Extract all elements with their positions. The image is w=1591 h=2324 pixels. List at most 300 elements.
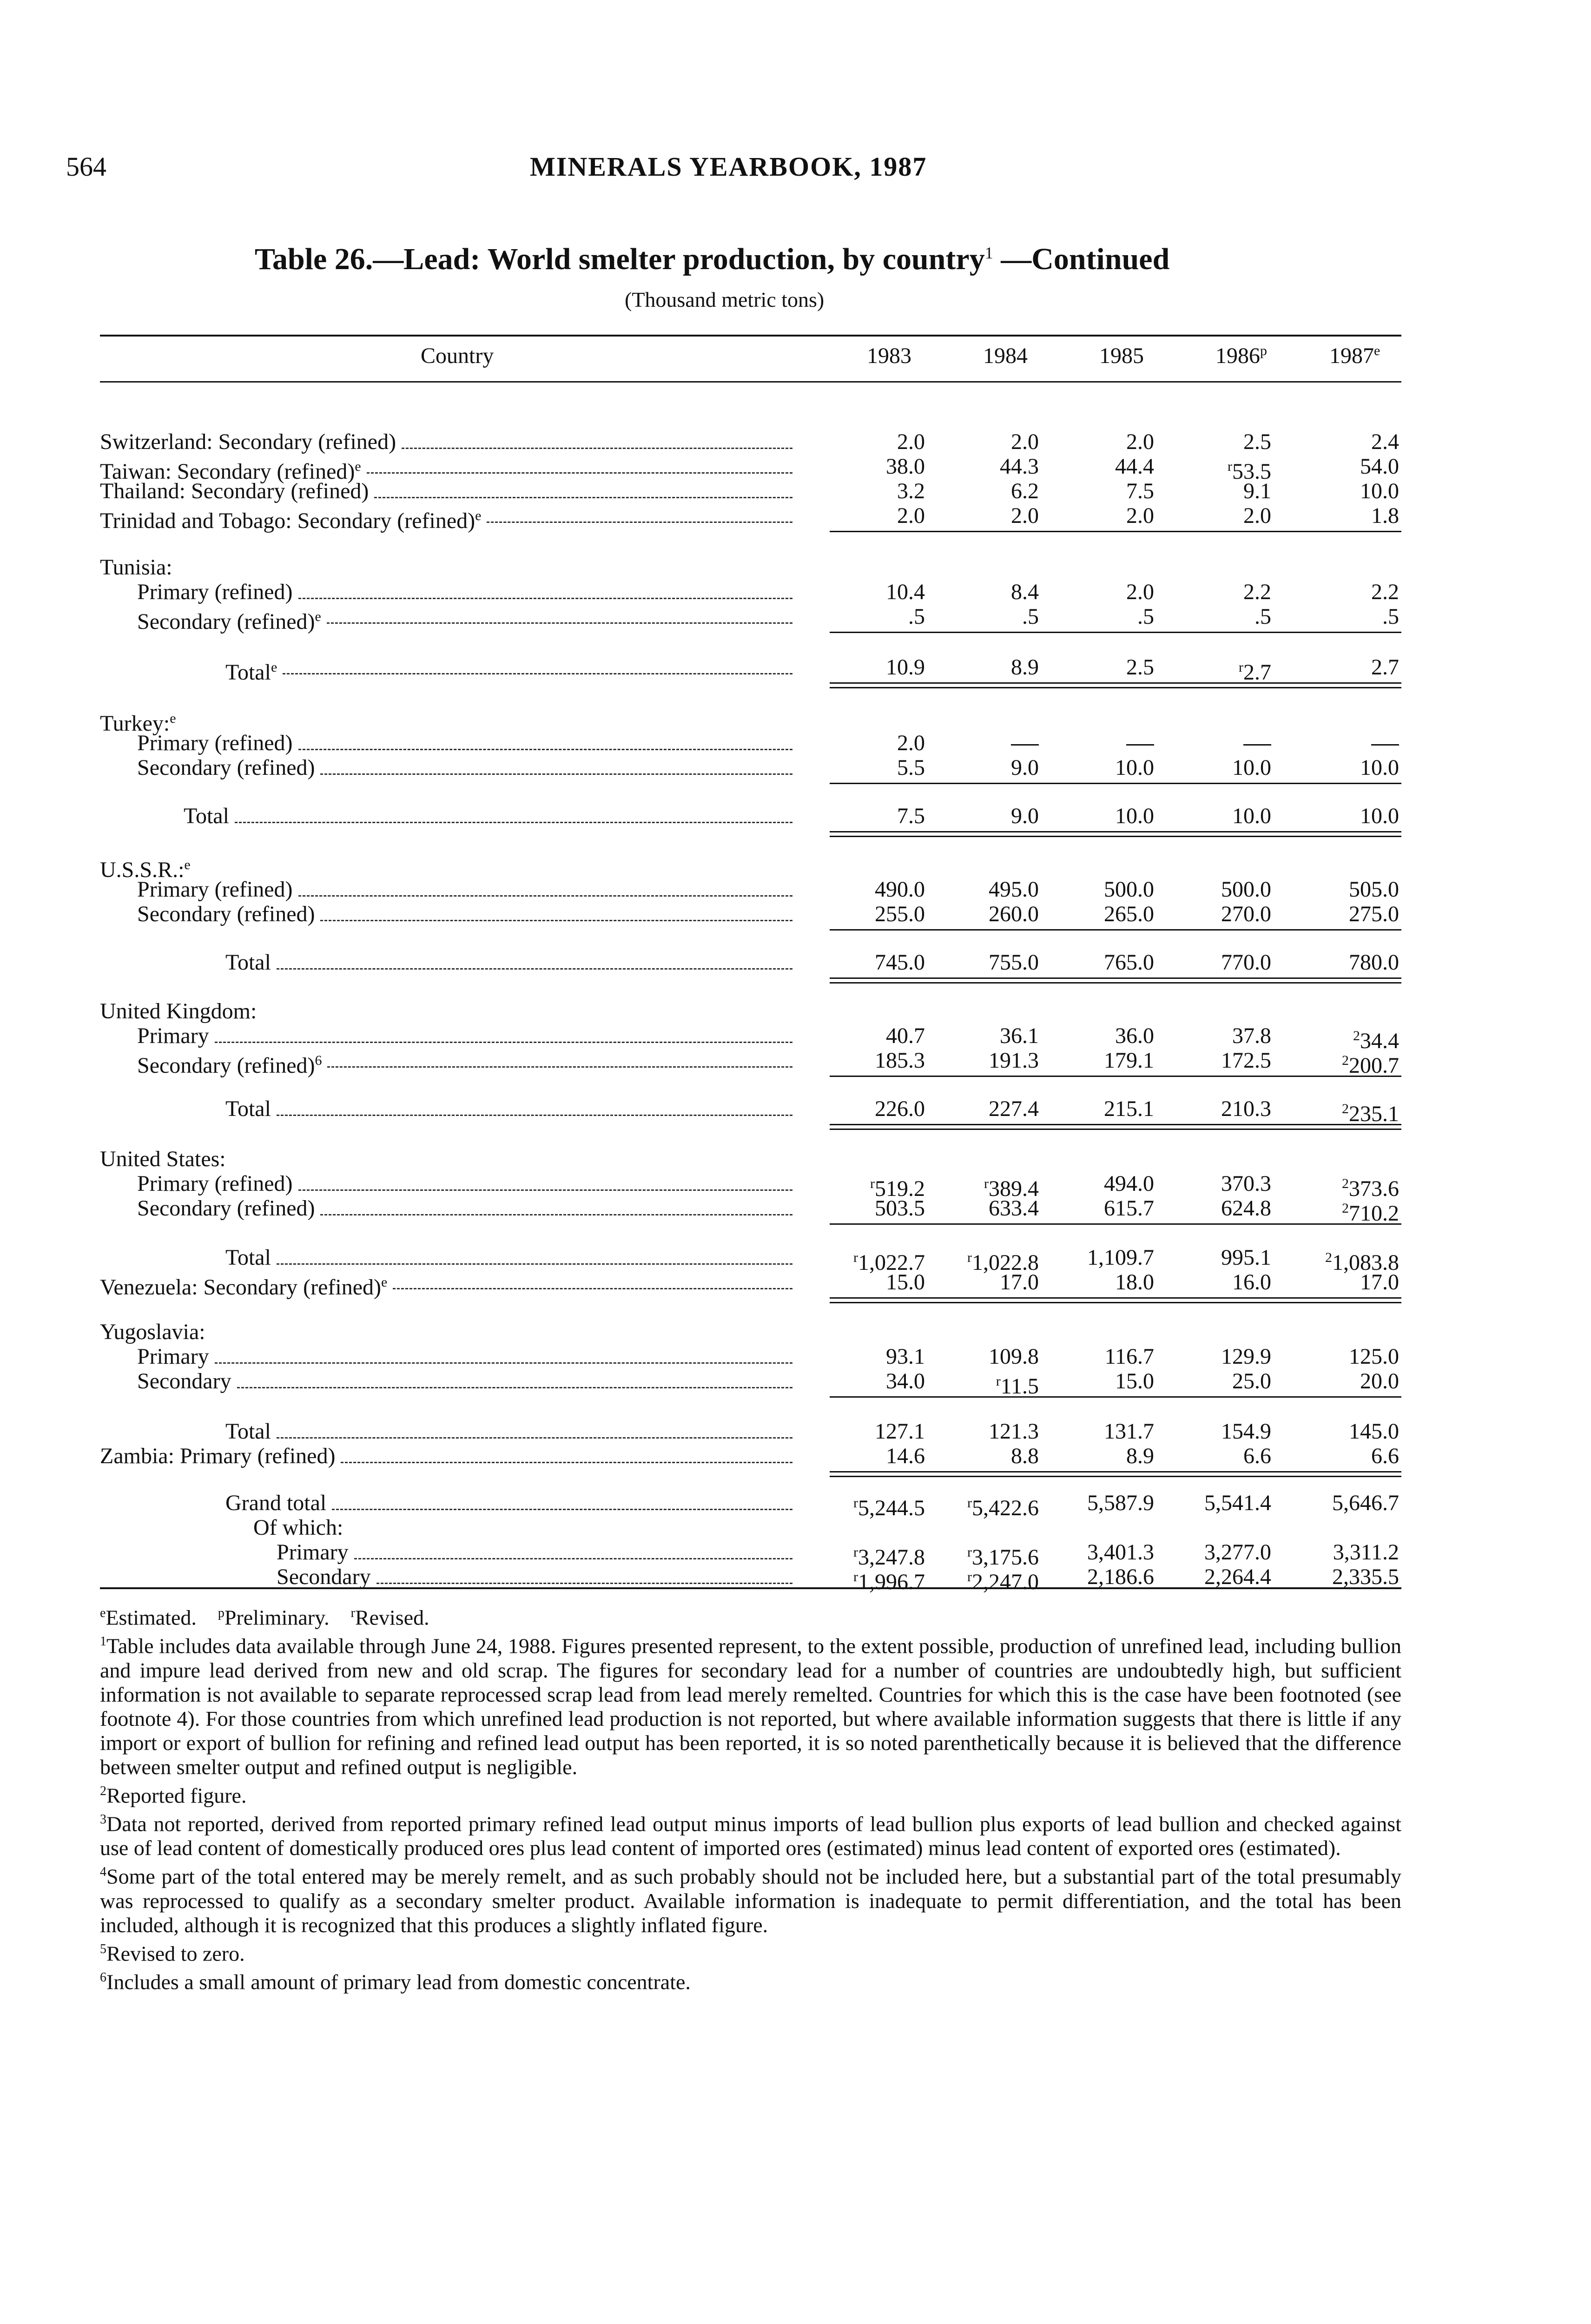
cell-value: 275.0 <box>1349 902 1399 926</box>
cell-footnote: 2 <box>1342 1176 1349 1191</box>
table-row <box>100 902 1401 926</box>
leader-dots <box>320 896 792 921</box>
cell-footnote: r <box>870 1176 875 1191</box>
cell-footnote: r <box>967 1250 972 1265</box>
row-label: Total <box>225 950 271 975</box>
row-label: Total <box>225 1245 271 1270</box>
cell-value: 2.0 <box>1011 503 1039 528</box>
cell-value: $^r$1,996.7 <box>853 1569 925 1594</box>
cell-value: 34.0 <box>886 1369 925 1393</box>
row-label: Primary <box>277 1540 349 1565</box>
row-label: Venezuela: Secondary (refined)$^e$ <box>100 1274 388 1300</box>
row-label: Primary <box>137 1344 209 1369</box>
cell-value: 2,186.6 <box>1087 1565 1154 1589</box>
leader-dots <box>393 1264 792 1289</box>
cell-value: 37.8 <box>1232 1023 1271 1048</box>
header-1987-sup: e <box>1374 343 1380 358</box>
cell-value: 2,264.4 <box>1204 1565 1271 1589</box>
cell-value: 500.0 <box>1221 877 1271 902</box>
footnote-4 <box>100 1860 1401 1937</box>
row-label: Trinidad and Tobago: Secondary (refined)$^e$ <box>100 508 482 533</box>
footnote-5-text: Revised to zero. <box>106 1941 245 1965</box>
table-row <box>100 756 1401 780</box>
row-label-footnote: e <box>271 660 277 675</box>
table-row <box>100 1048 1401 1078</box>
cell-footnote: 2 <box>1342 1101 1349 1116</box>
cell-value: 36.0 <box>1115 1023 1154 1048</box>
nil-dash <box>1011 744 1039 746</box>
row-label: Grand total <box>225 1491 327 1515</box>
row-label: Thailand: Secondary (refined) <box>100 479 369 503</box>
cell-value: $^r$389.4 <box>984 1176 1039 1201</box>
cell-value: 8.4 <box>1011 580 1039 604</box>
row-label: United States: <box>100 1147 226 1171</box>
subtotal-rule <box>830 783 1401 784</box>
cell-value <box>1061 731 1154 755</box>
table-title-suffix: —Continued <box>993 242 1170 276</box>
cell-value: 2.0 <box>1011 429 1039 454</box>
subtotal-rule <box>830 982 1401 984</box>
footnote-6-mark: 6 <box>100 1970 106 1985</box>
cell-value: 125.0 <box>1349 1344 1399 1369</box>
subtotal-rule <box>830 1076 1401 1077</box>
leader-dots <box>298 725 792 750</box>
cell-value: $^2$200.7 <box>1342 1053 1399 1078</box>
footnote-legend <box>100 1601 1401 1630</box>
cell-value: 20.0 <box>1360 1369 1399 1393</box>
cell-value: 116.7 <box>1104 1344 1154 1369</box>
running-head: MINERALS YEARBOOK, 1987 <box>530 152 927 182</box>
cell-footnote: r <box>967 1569 972 1585</box>
footnote-2-text: Reported figure. <box>106 1783 247 1807</box>
subtotal-rule <box>830 1129 1401 1130</box>
cell-value: 370.3 <box>1221 1171 1271 1196</box>
cell-value: 154.9 <box>1221 1419 1271 1444</box>
leader-dots <box>283 649 792 674</box>
cell-value: 1.8 <box>1371 503 1399 528</box>
cell-value: 14.6 <box>886 1444 925 1468</box>
cell-value: 7.5 <box>1126 479 1154 503</box>
cell-value: 172.5 <box>1221 1048 1271 1073</box>
cell-value: 16.0 <box>1232 1270 1271 1294</box>
footnote-3-mark: 3 <box>100 1812 106 1827</box>
cell-value: $^r$3,247.8 <box>853 1545 925 1570</box>
row-label: Of which: <box>253 1515 343 1540</box>
cell-value: .5 <box>1022 604 1039 629</box>
cell-value: 255.0 <box>875 902 925 926</box>
leader-dots <box>332 1485 792 1510</box>
cell-value: 210.3 <box>1221 1096 1271 1121</box>
cell-value: $^r$2.7 <box>1239 660 1271 685</box>
leader-dots <box>277 1413 792 1439</box>
row-label: Taiwan: Secondary (refined)$^e$ <box>100 459 361 484</box>
footnote-6 <box>100 1966 1401 1994</box>
cell-value: 5,541.4 <box>1204 1491 1271 1515</box>
leader-dots <box>277 1090 792 1116</box>
leader-dots <box>277 944 792 970</box>
cell-value: .5 <box>1254 604 1271 629</box>
row-label: Switzerland: Secondary (refined) <box>100 429 396 454</box>
subtotal-rule <box>830 682 1401 684</box>
cell-value: 9.0 <box>1011 804 1039 828</box>
cell-value: 18.0 <box>1115 1270 1154 1294</box>
cell-value: 260.0 <box>989 902 1039 926</box>
subtotal-rule <box>830 977 1401 979</box>
cell-value: 3,401.3 <box>1087 1540 1154 1565</box>
table-row <box>100 655 1401 685</box>
header-1983: 1983 <box>867 343 911 368</box>
cell-value: 615.7 <box>1104 1196 1154 1221</box>
row-label: Secondary <box>137 1369 231 1393</box>
leader-dots <box>320 749 792 775</box>
subtotal-rule <box>830 1297 1401 1299</box>
table-row <box>100 1491 1401 1520</box>
cell-value: 10.0 <box>1360 755 1399 780</box>
cell-value: 38.0 <box>886 454 925 479</box>
cell-value: 780.0 <box>1349 950 1399 975</box>
row-label: Yugoslavia: <box>100 1320 205 1344</box>
leader-dots <box>341 1438 792 1463</box>
row-label-footnote: e <box>170 711 176 726</box>
row-label-footnote: e <box>475 508 482 523</box>
cell-value: $^r$53.5 <box>1228 459 1271 484</box>
legend-r-sup: r <box>350 1606 355 1620</box>
cell-value: $^r$1,022.8 <box>967 1250 1039 1275</box>
cell-value: 8.9 <box>1126 1444 1154 1468</box>
footnote-3 <box>100 1808 1401 1860</box>
leader-dots <box>215 1338 792 1364</box>
cell-value: 503.5 <box>875 1196 925 1221</box>
leader-dots <box>298 574 792 599</box>
cell-value: 145.0 <box>1349 1419 1399 1444</box>
row-label-footnote: e <box>184 857 191 872</box>
cell-footnote: 2 <box>1342 1053 1349 1068</box>
leader-dots <box>374 473 792 498</box>
cell-footnote: r <box>967 1495 972 1511</box>
nil-dash <box>1371 744 1399 746</box>
cell-value: 10.0 <box>1232 804 1271 828</box>
row-label: Tunisia: <box>100 555 172 580</box>
cell-value: 127.1 <box>875 1419 925 1444</box>
cell-value: 1,109.7 <box>1087 1245 1154 1270</box>
row-label: Secondary (refined) <box>137 755 315 780</box>
cell-value: 9.0 <box>1011 755 1039 780</box>
cell-value: 25.0 <box>1232 1369 1271 1393</box>
cell-footnote: r <box>1239 660 1243 675</box>
footnotes <box>100 1601 1401 1994</box>
row-label: Total <box>225 1096 271 1121</box>
footnote-1 <box>100 1630 1401 1779</box>
cell-value: .5 <box>908 604 925 629</box>
cell-value: 765.0 <box>1104 950 1154 975</box>
row-label: Secondary (refined) <box>137 1196 315 1221</box>
cell-value: $^2$1,083.8 <box>1325 1250 1399 1275</box>
cell-value <box>1178 731 1271 755</box>
subtotal-rule <box>830 1471 1401 1472</box>
cell-value: $^2$710.2 <box>1342 1201 1399 1226</box>
cell-value: 191.3 <box>989 1048 1039 1073</box>
footnote-3-text: Data not reported, derived from reported primary refined lead output minus imports of lead bullion plus exports of lead bullion and checked against use of lead content of domestically produced ores plus lead content of imported ores (estimated) minus lead content of exported ores (estimated). <box>100 1812 1401 1860</box>
cell-value: $^2$373.6 <box>1342 1176 1399 1201</box>
cell-footnote: r <box>853 1250 858 1265</box>
cell-footnote: 2 <box>1342 1201 1349 1216</box>
cell-value: 8.8 <box>1011 1444 1039 1468</box>
cell-value: 3,311.2 <box>1333 1540 1399 1565</box>
header-1984: 1984 <box>983 343 1028 368</box>
cell-value: 2.0 <box>1126 503 1154 528</box>
cell-value: 129.9 <box>1221 1344 1271 1369</box>
cell-value: 265.0 <box>1104 902 1154 926</box>
row-label: Primary (refined) <box>137 1171 293 1196</box>
cell-value: 44.3 <box>1000 454 1039 479</box>
cell-value: 2.4 <box>1371 429 1399 454</box>
cell-value: 770.0 <box>1221 950 1271 975</box>
leader-dots <box>376 1558 792 1584</box>
subtotal-rule <box>830 1476 1401 1477</box>
cell-value: 2.0 <box>1126 580 1154 604</box>
header-1986-year: 1986 <box>1215 343 1260 368</box>
cell-footnote: 2 <box>1325 1250 1332 1265</box>
leader-dots <box>215 1017 792 1043</box>
cell-value: 5,646.7 <box>1332 1491 1399 1515</box>
subtotal-rule <box>830 1124 1401 1125</box>
cell-value: 270.0 <box>1221 902 1271 926</box>
subtotal-rule <box>830 1223 1401 1225</box>
cell-value: 215.1 <box>1104 1096 1154 1121</box>
cell-value: 2.5 <box>1126 655 1154 680</box>
cell-value: 54.0 <box>1360 454 1399 479</box>
table-row <box>100 604 1401 634</box>
cell-value: .5 <box>1382 604 1399 629</box>
cell-footnote: r <box>1228 459 1232 474</box>
leader-dots <box>327 1042 792 1068</box>
legend-e-sup: e <box>100 1606 106 1620</box>
cell-value: $^2$235.1 <box>1342 1101 1399 1126</box>
header-1987-year: 1987 <box>1329 343 1374 368</box>
table-row <box>100 1565 1401 1594</box>
cell-value: 226.0 <box>875 1096 925 1121</box>
cell-value: 505.0 <box>1349 877 1399 902</box>
row-label-footnote: e <box>355 459 361 474</box>
row-label: Total <box>225 1419 271 1444</box>
table-bottom-rule <box>100 1587 1401 1589</box>
table-row <box>100 1196 1401 1226</box>
cell-value: 36.1 <box>1000 1023 1039 1048</box>
cell-value: 2.0 <box>897 429 925 454</box>
table-row <box>100 1096 1401 1126</box>
leader-dots <box>327 598 792 624</box>
cell-value: 17.0 <box>1000 1270 1039 1294</box>
table-row <box>100 951 1401 975</box>
cell-value: $^r$2,247.0 <box>967 1569 1039 1594</box>
cell-value: 44.4 <box>1115 454 1154 479</box>
row-label: Secondary (refined) <box>137 902 315 926</box>
cell-value: 5.5 <box>897 755 925 780</box>
cell-value: $^r$1,022.7 <box>853 1250 925 1275</box>
cell-value: 2.7 <box>1371 655 1399 680</box>
leader-dots <box>367 448 792 474</box>
cell-value: 6.6 <box>1243 1444 1271 1468</box>
cell-value: 6.6 <box>1371 1444 1399 1468</box>
footnote-4-text: Some part of the total entered may be merely remelt, and as such probably should not be included here, but a substantial part of the total presumably was reprocessed to qualify as a secondary smelter product. Available information is inadequate to permit differentiation, and the total has been included, although it is recognized that this produces a slightly inflated figure. <box>100 1864 1401 1937</box>
nil-dash <box>1243 744 1271 746</box>
cell-value: 6.2 <box>1011 479 1039 503</box>
table-title <box>255 242 1169 277</box>
header-1986 <box>1215 343 1267 369</box>
leader-dots <box>354 1534 792 1559</box>
table-title-text: Table 26.—Lead: World smelter production, by country <box>255 242 985 276</box>
cell-value: 9.1 <box>1243 479 1271 503</box>
cell-value: 227.4 <box>989 1096 1039 1121</box>
table-top-rule <box>100 335 1401 337</box>
cell-value: 745.0 <box>875 950 925 975</box>
cell-value: 179.1 <box>1104 1048 1154 1073</box>
footnote-6-text: Includes a small amount of primary lead from domestic concentrate. <box>106 1970 691 1994</box>
cell-value: 10.4 <box>886 580 925 604</box>
cell-value: 500.0 <box>1104 877 1154 902</box>
row-label: Total$^e$ <box>225 660 277 685</box>
footnote-5-mark: 5 <box>100 1941 106 1956</box>
cell-value: 185.3 <box>875 1048 925 1073</box>
cell-value: 10.0 <box>1360 479 1399 503</box>
cell-value: $^2$34.4 <box>1353 1028 1399 1053</box>
footnote-4-mark: 4 <box>100 1865 106 1880</box>
cell-value: 3,277.0 <box>1204 1540 1271 1565</box>
cell-footnote: r <box>853 1495 858 1511</box>
cell-value: $^r$3,175.6 <box>967 1545 1039 1570</box>
cell-footnote: r <box>853 1545 858 1560</box>
legend-estimated: Estimated. <box>106 1605 197 1630</box>
row-label: Turkey:$^e$ <box>100 711 176 736</box>
leader-dots <box>235 798 792 823</box>
cell-value: .5 <box>1137 604 1154 629</box>
cell-value: 10.0 <box>1360 804 1399 828</box>
cell-value: 93.1 <box>886 1344 925 1369</box>
cell-value: 10.0 <box>1115 804 1154 828</box>
table-row <box>100 1444 1401 1468</box>
leader-dots <box>487 497 792 523</box>
row-label-footnote: e <box>381 1274 388 1290</box>
cell-value: 10.0 <box>1115 755 1154 780</box>
leader-dots <box>298 871 792 897</box>
header-1986-sup: p <box>1260 343 1267 358</box>
cell-value: $^r$11.5 <box>996 1373 1039 1399</box>
cell-footnote: 2 <box>1353 1028 1360 1043</box>
legend-p-sup: p <box>218 1606 224 1620</box>
cell-value: 10.0 <box>1232 755 1271 780</box>
cell-value: 5,587.9 <box>1087 1491 1154 1515</box>
header-1987 <box>1329 343 1380 369</box>
footnote-2-mark: 2 <box>100 1783 106 1798</box>
cell-value: 15.0 <box>886 1270 925 1294</box>
row-label: Secondary (refined)$^6$ <box>137 1053 322 1078</box>
cell-value: 10.9 <box>886 655 925 680</box>
row-label: Primary <box>137 1023 209 1048</box>
header-country: Country <box>421 343 494 368</box>
cell-value: 2.0 <box>1243 503 1271 528</box>
cell-value <box>946 731 1039 755</box>
subtotal-rule <box>830 831 1401 832</box>
cell-value: 2.2 <box>1243 580 1271 604</box>
cell-footnote: r <box>996 1373 1001 1389</box>
subtotal-rule <box>830 632 1401 633</box>
cell-value: 7.5 <box>897 804 925 828</box>
cell-value: 494.0 <box>1104 1171 1154 1196</box>
table-row <box>100 503 1401 533</box>
cell-value: $^r$519.2 <box>870 1176 925 1201</box>
leader-dots <box>237 1363 792 1388</box>
cell-value: 3.2 <box>897 479 925 503</box>
table-unit: (Thousand metric tons) <box>625 288 825 311</box>
subtotal-rule <box>830 836 1401 837</box>
cell-footnote: r <box>967 1545 972 1560</box>
leader-dots <box>277 1239 792 1265</box>
leader-dots <box>320 1190 792 1215</box>
subtotal-rule <box>830 1396 1401 1398</box>
legend-preliminary: Preliminary. <box>224 1605 330 1630</box>
cell-value: 495.0 <box>989 877 1039 902</box>
cell-value: $^r$5,244.5 <box>853 1495 925 1520</box>
row-label: Primary (refined) <box>137 731 293 755</box>
row-label: Primary (refined) <box>137 877 293 902</box>
table-row <box>100 1369 1401 1399</box>
row-label: Zambia: Primary (refined) <box>100 1444 336 1468</box>
row-label: Secondary <box>277 1565 371 1589</box>
header-1985: 1985 <box>1099 343 1144 368</box>
cell-value: 121.3 <box>989 1419 1039 1444</box>
row-label: U.S.S.R.:$^e$ <box>100 857 191 882</box>
cell-value: 40.7 <box>886 1023 925 1048</box>
cell-footnote: r <box>853 1569 858 1585</box>
cell-value: $^r$5,422.6 <box>967 1495 1039 1520</box>
subtotal-rule <box>830 1302 1401 1303</box>
table-title-footnote: 1 <box>984 244 993 262</box>
nil-dash <box>1126 744 1154 746</box>
row-label-footnote: e <box>315 609 321 624</box>
cell-value: 131.7 <box>1104 1419 1154 1444</box>
leader-dots <box>298 1165 792 1191</box>
cell-value: 995.1 <box>1221 1245 1271 1270</box>
cell-value: 17.0 <box>1360 1270 1399 1294</box>
subtotal-rule <box>830 687 1401 688</box>
cell-value: 2.0 <box>897 731 925 755</box>
cell-value: 15.0 <box>1115 1369 1154 1393</box>
table-row <box>100 1270 1401 1300</box>
table-row <box>100 804 1401 828</box>
footnote-2 <box>100 1779 1401 1808</box>
cell-value: 2.0 <box>1126 429 1154 454</box>
cell-value: 633.4 <box>989 1196 1039 1221</box>
cell-value: 2.5 <box>1243 429 1271 454</box>
footnote-1-mark: 1 <box>100 1634 106 1649</box>
header-bottom-rule <box>100 381 1401 383</box>
cell-value: 8.9 <box>1011 655 1039 680</box>
cell-value: 624.8 <box>1221 1196 1271 1221</box>
legend-revised: Revised. <box>355 1605 429 1630</box>
subtotal-rule <box>830 929 1401 931</box>
footnote-5 <box>100 1937 1401 1966</box>
page-number: 564 <box>66 152 106 182</box>
row-label: Secondary (refined)$^e$ <box>137 609 321 634</box>
row-label: Primary (refined) <box>137 580 293 604</box>
cell-value: 2.2 <box>1371 580 1399 604</box>
leader-dots <box>402 423 792 449</box>
cell-value: 490.0 <box>875 877 925 902</box>
cell-footnote: r <box>984 1176 989 1191</box>
cell-value: 2.0 <box>897 503 925 528</box>
cell-value: 2,335.5 <box>1332 1565 1399 1589</box>
subtotal-rule <box>830 531 1401 532</box>
